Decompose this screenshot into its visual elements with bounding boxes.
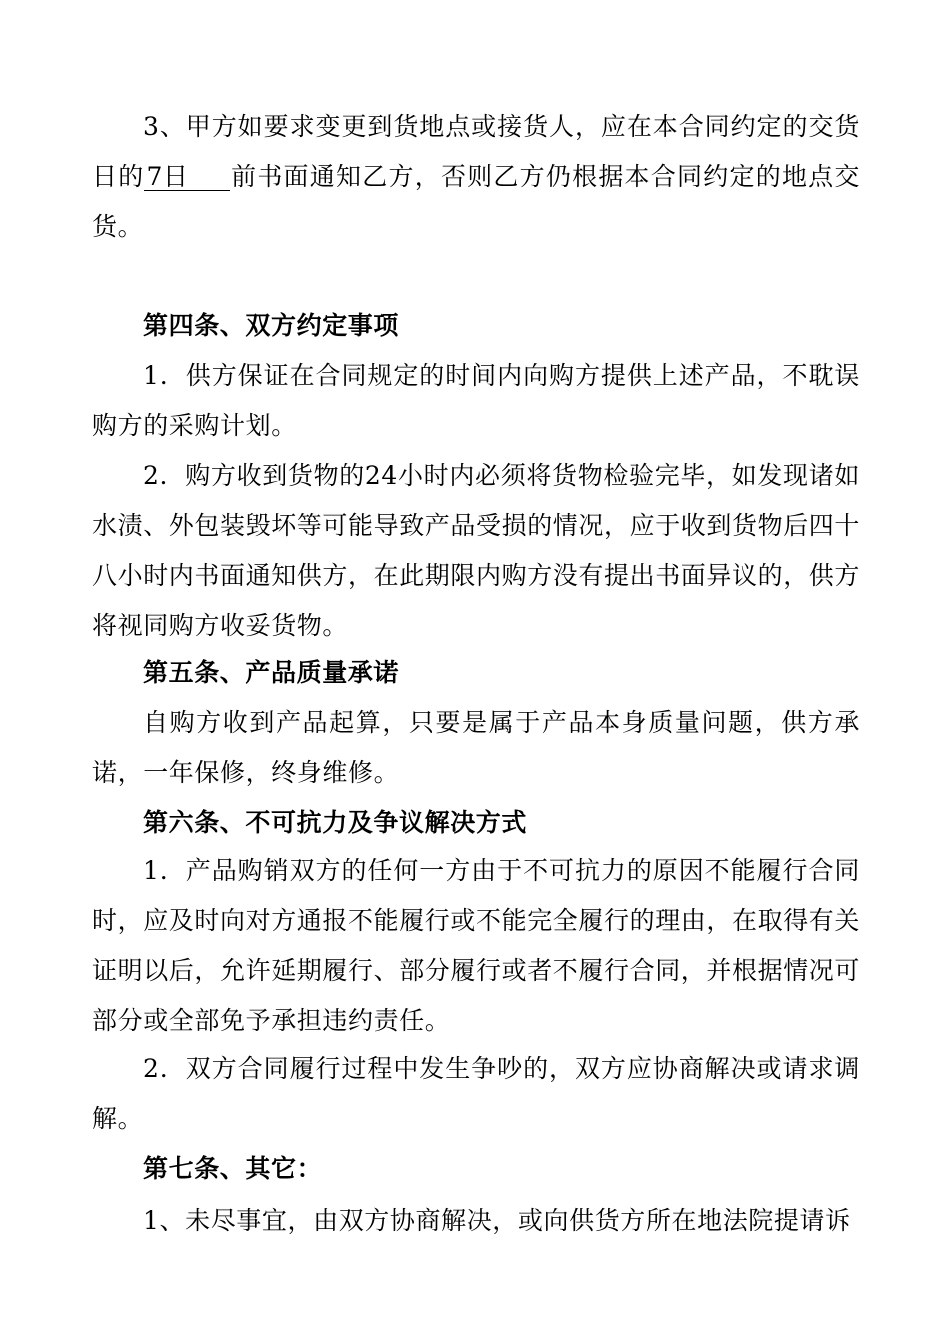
article6-item2: 2．双方合同履行过程中发生争吵的，双方应协商解决或请求调解。	[92, 1054, 860, 1133]
article5-text: 自购方收到产品起算，只要是属于产品本身质量问题，供方承诺，一年保修，终身维修。	[92, 708, 860, 787]
article6-heading: 第六条、不可抗力及争议解决方式	[143, 808, 528, 837]
article4-item2: 2．购方收到货物的24小时内必须将货物检验完毕，如发现诸如水渍、外包装毁坏等可能导致产品受损的情况，应于收到货物后四十八小时内书面通知供方，在此期限内购方没有提出书面异议的，供方将视同购方收妥货物。	[92, 461, 861, 640]
article4-item1: 1．供方保证在合同规定的时间内向购方提供上述产品，不耽误购方的采购计划。	[92, 361, 860, 440]
item3-text-before: 3、甲方如要求变更到货地点或接货人，应在本合同约定的交货日的	[92, 112, 860, 191]
article7-heading: 第七条、其它：	[143, 1154, 323, 1183]
delivery-days-blank: 7日	[144, 164, 230, 191]
article6-item1: 1．产品购销双方的任何一方由于不可抗力的原因不能履行合同时，应及时向对方通报不能履行或不能完全履行的理由，在取得有关证明以后，允许延期履行、部分履行或者不履行合同，并根据情况可部分或全部免予承担违约责任。	[92, 856, 861, 1035]
article7-item1: 1、未尽事宜，由双方协商解决，或向供货方所在地法院提请诉	[143, 1206, 851, 1235]
clause3-item3	[92, 102, 860, 252]
article5-heading: 第五条、产品质量承诺	[143, 658, 400, 687]
article4-heading: 第四条、双方约定事项	[143, 311, 400, 340]
item3-text-after: 前书面通知乙方，否则乙方仍根据本合同约定的地点交货。	[92, 162, 861, 241]
